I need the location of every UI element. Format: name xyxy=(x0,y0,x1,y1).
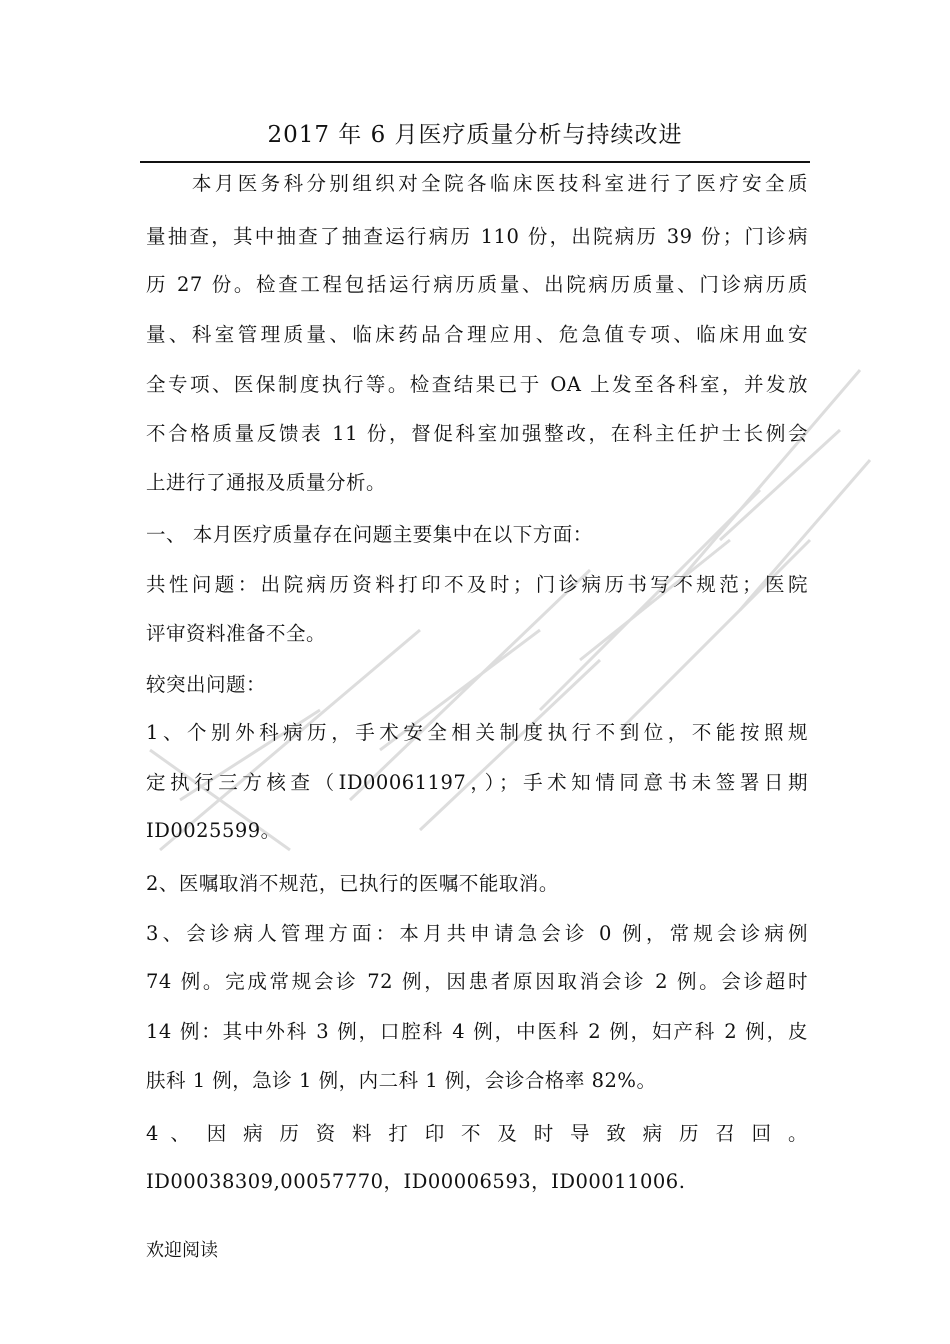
title-divider xyxy=(140,161,810,163)
document-title: 2017 年 6 月医疗质量分析与持续改进 xyxy=(267,122,683,148)
list-item: 14 例：其中外科 3 例，口腔科 4 例，中医科 2 例，妇产科 2 例，皮 xyxy=(146,1020,808,1043)
body-line: 不合格质量反馈表 11 份，督促科室加强整改，在科主任护士长例会 xyxy=(146,422,808,445)
body-line: 历 27 份。检查工程包括运行病历质量、出院病历质量、门诊病历质 xyxy=(146,273,808,296)
body-line: 全专项、医保制度执行等。检查结果已于 OA 上发至各科室，并发放 xyxy=(146,373,808,396)
body-line: 评审资料准备不全。 xyxy=(146,622,327,645)
list-item: ID0025599。 xyxy=(146,819,281,842)
body-line: 本月医务科分别组织对全院各临床医技科室进行了医疗安全质 xyxy=(146,172,808,195)
footer-text: 欢迎阅读 xyxy=(146,1240,218,1261)
body-line: 量、科室管理质量、临床药品合理应用、危急值专项、临床用血安 xyxy=(146,323,808,346)
body-line: 量抽查，其中抽查了抽查运行病历 110 份，出院病历 39 份；门诊病 xyxy=(146,225,808,248)
subheading: 较突出问题： xyxy=(146,673,267,696)
list-item: 3、会诊病人管理方面：本月共申请急会诊 0 例，常规会诊病例 xyxy=(146,922,808,945)
list-item: 定执行三方核查（ID00061197，）；手术知情同意书未签署日期 xyxy=(146,771,808,794)
body-line: 共性问题：出院病历资料打印不及时；门诊病历书写不规范；医院 xyxy=(146,573,808,596)
list-item: 肤科 1 例，急诊 1 例，内二科 1 例，会诊合格率 82%。 xyxy=(146,1069,657,1092)
list-item: 1、个别外科病历，手术安全相关制度执行不到位，不能按照规 xyxy=(146,721,808,744)
list-item: ID00038309,00057770，ID00006593，ID00011006. xyxy=(146,1170,686,1193)
list-item: 2、医嘱取消不规范，已执行的医嘱不能取消。 xyxy=(146,872,559,895)
list-item: 4 、 因 病 历 资 料 打 印 不 及 时 导 致 病 历 召 回 。 xyxy=(146,1122,808,1145)
section-heading: 一、 本月医疗质量存在问题主要集中在以下方面： xyxy=(146,523,593,546)
list-item: 74 例。完成常规会诊 72 例，因患者原因取消会诊 2 例。会诊超时 xyxy=(146,970,808,993)
body-line: 上进行了通报及质量分析。 xyxy=(146,471,387,494)
